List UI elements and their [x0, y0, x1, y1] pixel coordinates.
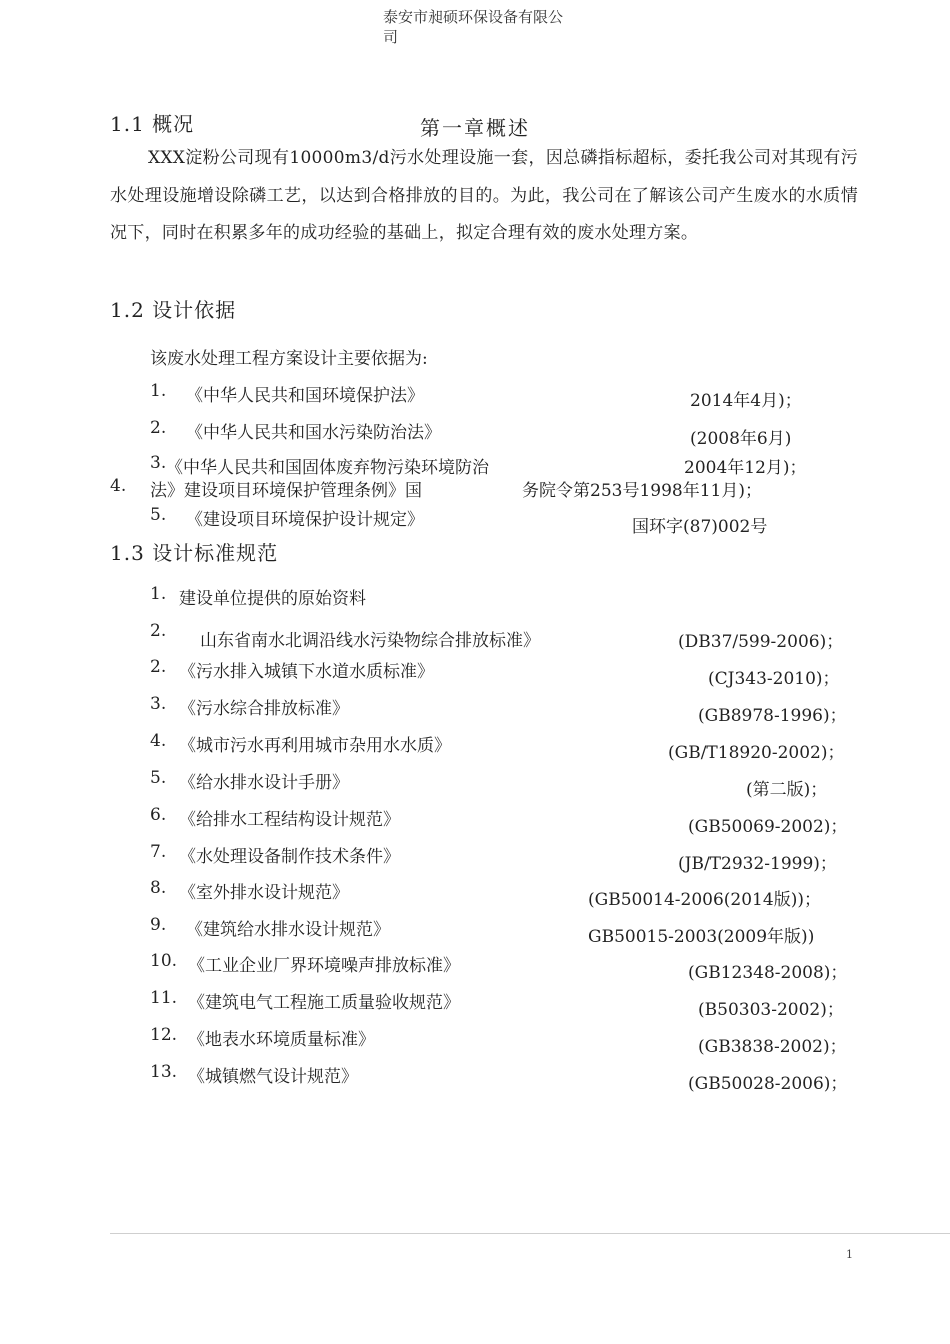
item-number: 3. — [150, 453, 167, 473]
item-reference: (B50303-2002)； — [698, 1000, 844, 1020]
item-reference: 2014年4月)； — [690, 391, 802, 411]
item-number: 7. — [150, 842, 167, 862]
item-reference: 务院令第253号1998年11月)； — [522, 481, 762, 501]
item-title: 《中华人民共和国环境保护法》 — [186, 386, 424, 406]
section-1-1-paragraph: XXX淀粉公司现有10000m3/d污水处理设施一套，因总磷指标超标，委托我公司对其现有污水处理设施增设除磷工艺，以达到合格排放的目的。为此，我公司在了解该公司产生废水的水质情况下，同时在积累多年的成功经验的基础上，拟定合理有效的废水处理方案。 — [110, 148, 858, 243]
item-reference: GB50015-2003(2009年版)) — [588, 927, 815, 947]
item-reference: (GB50069-2002)； — [688, 817, 848, 837]
item-number: 11. — [150, 988, 178, 1008]
item-number: 4. — [150, 731, 167, 751]
item-reference: (2008年6月) — [690, 429, 792, 449]
item-number: 6. — [150, 805, 167, 825]
item-title: 《水处理设备制作技术条件》 — [179, 847, 400, 867]
item-reference: 国环字(87)002号 — [632, 517, 768, 537]
item-reference: (GB50028-2006)； — [688, 1074, 848, 1094]
item-number: 5. — [150, 505, 167, 525]
item-title: 《建设项目环境保护设计规定》 — [186, 510, 424, 530]
header-company-name-continued: 司 — [383, 28, 399, 46]
item-title: 《城镇燃气设计规范》 — [188, 1067, 358, 1087]
item-number: 13. — [150, 1062, 178, 1082]
item-title: 《污水排入城镇下水道水质标准》 — [179, 662, 434, 682]
item-number: 2. — [150, 621, 167, 641]
item-title: 建设单位提供的原始资料 — [179, 589, 366, 609]
item-reference: (DB37/599-2006)； — [678, 632, 844, 652]
item-title: 《地表水环境质量标准》 — [188, 1030, 375, 1050]
section-1-2-title: 1.2 设计依据 — [110, 298, 237, 322]
header-company-name: 泰安市昶硕环保设备有限公 — [383, 8, 564, 26]
item-title: 《中华人民共和国水污染防治法》 — [186, 423, 441, 443]
item-title: 《给水排水设计手册》 — [179, 773, 349, 793]
item-title: 《工业企业厂界环境噪声排放标准》 — [188, 956, 460, 976]
item-title: 《城市污水再利用城市杂用水水质》 — [179, 736, 451, 756]
item-number: 3. — [150, 694, 167, 714]
item-reference: (GB8978-1996)； — [698, 706, 847, 726]
item-title: 《建筑给水排水设计规范》 — [186, 920, 390, 940]
item-number: 5. — [150, 768, 167, 788]
item-number: 1. — [150, 381, 167, 401]
item-title: 《中华人民共和国固体废弃物污染环境防治 — [166, 458, 489, 478]
item-number: 12. — [150, 1025, 178, 1045]
item-title: 法》建设项目环境保护管理条例》国 — [150, 481, 422, 501]
item-reference: (CJ343-2010)； — [708, 669, 840, 689]
item-reference: (GB/T18920-2002)； — [668, 743, 845, 763]
section-1-2-intro: 该废水处理工程方案设计主要依据为: — [150, 349, 428, 369]
section-1-1-title: 1.1 概况 — [110, 112, 195, 136]
item-number: 9. — [150, 915, 167, 935]
item-reference: (GB50014-2006(2014版))； — [588, 890, 821, 910]
item-number: 1. — [150, 584, 167, 604]
item-reference: (GB3838-2002)； — [698, 1037, 847, 1057]
footer-divider — [110, 1233, 950, 1234]
item-number: 10. — [150, 951, 178, 971]
item-reference: 2004年12月)； — [684, 458, 807, 478]
item-reference: (GB12348-2008)； — [688, 963, 848, 983]
item-number: 2. — [150, 418, 167, 438]
item-title: 山东省南水北调沿线水污染物综合排放标准》 — [200, 631, 540, 651]
item-number: 4. — [110, 476, 127, 496]
chapter-title: 第一章概述 — [420, 116, 530, 140]
item-title: 《污水综合排放标准》 — [179, 699, 349, 719]
item-title: 《给排水工程结构设计规范》 — [179, 810, 400, 830]
item-reference: (JB/T2932-1999)； — [678, 854, 837, 874]
item-reference: (第二版)； — [746, 780, 828, 800]
item-title: 《建筑电气工程施工质量验收规范》 — [188, 993, 460, 1013]
section-1-3-title: 1.3 设计标准规范 — [110, 541, 279, 565]
item-number: 2. — [150, 657, 167, 677]
page-number: 1 — [846, 1248, 853, 1261]
item-title: 《室外排水设计规范》 — [179, 883, 349, 903]
item-number: 8. — [150, 878, 167, 898]
